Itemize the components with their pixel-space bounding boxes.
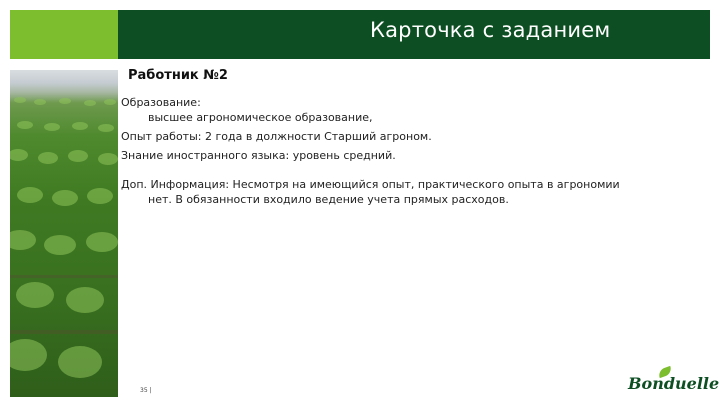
logo-text: Bonduelle (628, 374, 720, 393)
extra-info-line1: Доп. Информация: Несмотря на имеющийся опыт, практического опыта в агрономии (121, 178, 620, 191)
page-title: Карточка с заданием (370, 18, 611, 42)
lettuce-field-image (10, 70, 118, 397)
bonduelle-logo (628, 368, 720, 400)
education-value: высшее агрономическое образование, (148, 111, 373, 124)
education-label: Образование: (121, 96, 201, 109)
header-accent (10, 10, 118, 59)
experience-text: Опыт работы: 2 года в должности Старший агроном. (121, 130, 432, 143)
page-number: 35 | (140, 387, 152, 394)
card-title: Работник №2 (128, 68, 228, 83)
extra-info-line2: нет. В обязанности входило ведение учета прямых расходов. (148, 193, 509, 206)
language-text: Знание иностранного языка: уровень средний. (121, 149, 396, 162)
card-body (121, 95, 706, 207)
